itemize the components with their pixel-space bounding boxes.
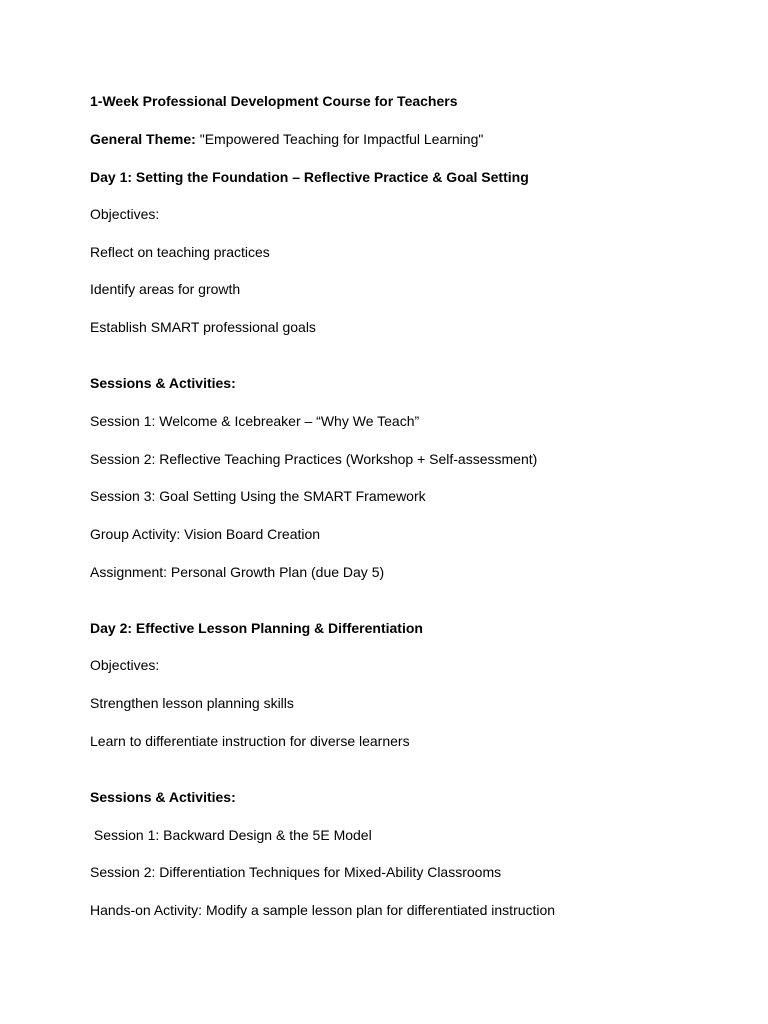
general-theme-label: General Theme: — [90, 131, 196, 147]
day1-objective-item: Establish SMART professional goals — [90, 319, 316, 335]
day1-session-item: Session 1: Welcome & Icebreaker – “Why We Teach” — [90, 413, 420, 429]
day1-session-item: Session 2: Reflective Teaching Practices (Workshop + Self-assessment) — [90, 451, 538, 467]
general-theme-line — [90, 130, 483, 148]
document-title: 1-Week Professional Development Course for Teachers — [90, 93, 458, 109]
general-theme-value: "Empowered Teaching for Impactful Learning" — [195, 131, 484, 147]
day1-session-item: Assignment: Personal Growth Plan (due Day 5) — [90, 564, 385, 580]
day2-heading: Day 2: Effective Lesson Planning & Differentiation — [90, 620, 423, 636]
day1-heading: Day 1: Setting the Foundation – Reflective Practice & Goal Setting — [90, 169, 529, 185]
day1-objective-item: Reflect on teaching practices — [90, 244, 270, 260]
day2-objective-item: Learn to differentiate instruction for diverse learners — [90, 733, 410, 749]
day1-objectives-label: Objectives: — [90, 206, 160, 222]
day2-objective-item: Strengthen lesson planning skills — [90, 695, 294, 711]
day1-session-item: Group Activity: Vision Board Creation — [90, 526, 321, 542]
day2-sessions-label: Sessions & Activities: — [90, 789, 236, 805]
day1-session-item: Session 3: Goal Setting Using the SMART Framework — [90, 488, 426, 504]
day2-session-item: Session 2: Differentiation Techniques for Mixed-Ability Classrooms — [90, 864, 502, 880]
day2-objectives-label: Objectives: — [90, 657, 160, 673]
day2-session-item: Session 1: Backward Design & the 5E Model — [90, 827, 372, 843]
day1-objective-item: Identify areas for growth — [90, 281, 241, 297]
day2-session-item: Hands-on Activity: Modify a sample lesson plan for differentiated instruction — [90, 902, 556, 918]
day1-sessions-label: Sessions & Activities: — [90, 375, 236, 391]
